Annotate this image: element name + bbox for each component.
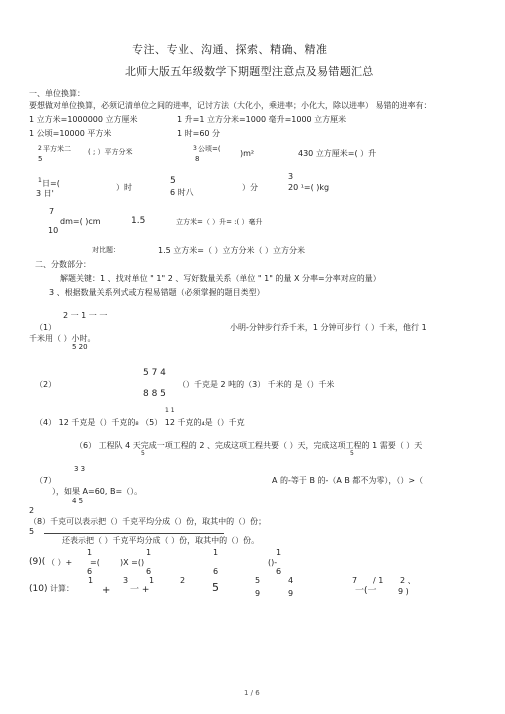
q4-q5-text: （4） 12 千克是（）千克的₈ （5） 12 千克的₄是（）千克 <box>35 418 245 427</box>
q10-top-2: 3 <box>123 576 129 585</box>
q1-text: 小明-分钟步行乔千米，1 分钟可步行（ ）千米，他行 1 <box>230 323 427 332</box>
ex-b2: ）时 <box>116 183 132 192</box>
ex-c1-numerator: 7 <box>49 207 55 216</box>
ex-a3-denominator: 8 <box>195 155 200 163</box>
q4-numerators: 1 1 <box>165 407 175 414</box>
q10-op-5: 9 ) <box>398 587 409 596</box>
ex-b3: 5 <box>170 176 176 186</box>
q9-part-b: =( <box>90 558 100 567</box>
q8-denominator: 5 <box>29 527 35 536</box>
ex-b3-denominator: 6 时八 <box>170 188 194 197</box>
q10-bottom-2: 9 <box>288 589 294 598</box>
q9-num-1: 1 <box>87 548 93 557</box>
q10-top-4: 2 <box>180 576 186 585</box>
ex-c3: 立方米=（ ）升= :( ）毫升 <box>176 218 263 226</box>
q10-five: 5 <box>212 581 219 594</box>
q1-text-2: 千米用（ ）小时。 <box>29 334 96 343</box>
q8-numerator: 2 <box>29 506 35 515</box>
q9-part-a: （ ）+ <box>47 558 73 567</box>
q7-text: A 的-等于 B 的-（A B 都不为零），（）>（ <box>272 476 424 485</box>
q10-bottom-1: 9 <box>255 589 261 598</box>
ex-a1-numerator: 2 <box>38 145 42 152</box>
q10-op-2: 一 + <box>130 585 150 595</box>
q7-text-2: ），如果 A=60, B=（）。 <box>52 487 143 496</box>
q9-part-d: ()- <box>268 558 278 567</box>
q6-text: （6） 工程队 4 天完成一项工程的 2 、完成这项工程共要（ ）天，完成这项工程的 1 需要（ ）天 <box>75 441 423 450</box>
page-header: 专注、专业、沟通、探索、精确、精准 <box>132 43 328 56</box>
rate-hectare: 1 公顷=10000 平方米 <box>29 129 112 138</box>
q7-denominators: 4 5 <box>72 497 84 505</box>
compare-label: 对比题： <box>92 246 120 254</box>
section-fraction-heading: 二、分数部分： <box>35 260 91 269</box>
q2-number: （2） <box>35 380 57 389</box>
ex-b1-denominator: 3 日' <box>36 189 54 198</box>
ex-a3-numerator: 3 <box>193 145 197 152</box>
ex-a2: ( ; ）平方分米 <box>88 148 133 156</box>
ex-c2: 1.5 <box>131 216 146 226</box>
ex-b4: ）分 <box>242 183 258 192</box>
q10-plus: + <box>102 585 111 596</box>
q1-fractions: 2 一 1 一 一 <box>63 311 108 320</box>
ex-a4: )m² <box>240 149 255 158</box>
q10-top-5: 5 <box>255 576 261 585</box>
q6-denominator-1: 5 <box>141 450 145 457</box>
q9-den-4: 6 <box>276 567 282 576</box>
q10-number: (10) <box>29 584 48 594</box>
q9-den-2: 6 <box>146 567 152 576</box>
rate-liter: 1 升=1 立方分米=1000 毫升=1000 立方厘米 <box>177 115 347 124</box>
q8-divider <box>44 533 224 534</box>
ex-c1-denominator: 10 <box>48 226 59 235</box>
section-unit-intro: 要想做对单位换算，必须记清单位之间的进率，记讨方法（大化小，乘进率；小化大，除以进率） 易错的进率有： <box>29 101 432 110</box>
ex-b1: 日=( <box>42 179 60 188</box>
fraction-key-point-2: 3 、根据数量关系列式或方程易错题（必须掌握的题目类型） <box>49 288 265 297</box>
q10-top-3: 1 <box>149 576 155 585</box>
ex-c1: dm=( )cm <box>60 217 101 226</box>
q2-text: （）千克是 2 吨的（3） 千米的 是（）千米 <box>178 380 335 389</box>
ex-b5: 20 ¹=( )kg <box>288 183 330 192</box>
q9-num-4: 1 <box>276 548 282 557</box>
q10-label: 计算： <box>50 584 74 593</box>
compare-question: 1.5 立方米=（ ）立方分米（ ）立方分米 <box>158 246 306 255</box>
q8-text: （8）千克可以表示把（）千克平均分成（）份，取其中的（）份； <box>29 517 267 526</box>
q1-number: （1） <box>35 323 57 332</box>
q9-number: (9)( <box>29 557 46 567</box>
ex-a1-denominator: 5 <box>38 155 43 163</box>
page-title: 北师大版五年级数学下期题型注意点及易错题汇总 <box>125 65 374 78</box>
q10-top-1: 1 <box>88 576 94 585</box>
ex-b1-numerator: 1 <box>38 177 42 184</box>
q9-part-c: )X =() <box>120 558 145 567</box>
q7-number: （7） <box>35 476 57 485</box>
rate-hour: 1 时=60 分 <box>177 129 221 138</box>
fraction-key-point: 解题关键：1 、找对单位 " 1" 2 、写好数量关系（单位 " 1" 的量 X 分率=分率对应的量） <box>60 274 381 283</box>
q9-den-1: 6 <box>87 567 93 576</box>
section-unit-heading: 一、单位换算： <box>29 89 85 98</box>
q1-denominators: 5 20 <box>72 343 88 351</box>
page-number: 1 / 6 <box>244 689 260 697</box>
q7-numerators: 3 3 <box>74 465 86 473</box>
q8-text-2: 还表示把（ ）千克平均分成（ ）份，取其中的（）份。 <box>62 536 260 545</box>
q10-top-8: / 1 <box>373 576 384 585</box>
q10-top-9: 2 、 <box>400 576 416 585</box>
q9-den-3: 6 <box>213 567 219 576</box>
q9-num-2: 1 <box>146 548 152 557</box>
q10-top-7: 7 <box>352 576 358 585</box>
ex-a1: 平方米二 <box>43 145 71 153</box>
q2-denominators: 8 8 5 <box>143 389 166 399</box>
ex-b5-numerator: 3 <box>288 172 294 181</box>
q10-op-4: 一(一 <box>355 586 377 596</box>
q9-num-3: 1 <box>213 548 219 557</box>
ex-a5: 430 立方厘米=( ）升 <box>298 149 377 158</box>
q6-denominator-2: 5 <box>350 450 354 457</box>
q2-numerators: 5 7 4 <box>143 368 166 378</box>
q10-top-6: 4 <box>288 576 294 585</box>
rate-cubic-meter: 1 立方米=1000000 立方厘米 <box>29 115 138 124</box>
ex-a3: 公顷=( <box>198 145 221 153</box>
